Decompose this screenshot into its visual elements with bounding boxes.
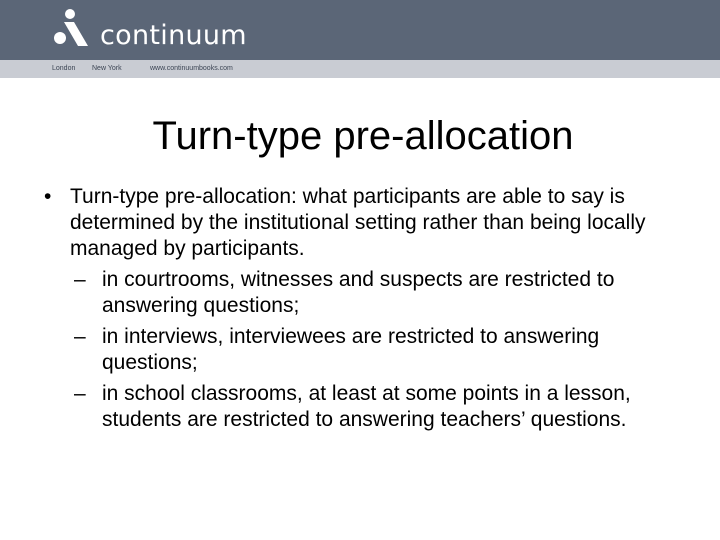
brand-name: continuum xyxy=(100,20,247,51)
continuum-logo-icon xyxy=(52,8,92,50)
location-london: London xyxy=(52,65,76,72)
location-new-york: New York xyxy=(92,65,122,72)
slide-title: Turn-type pre-allocation xyxy=(152,114,574,158)
sub-bullet-text: in courtrooms, witnesses and suspects are restricted to answering questions; xyxy=(102,268,615,317)
sub-bullet-classrooms xyxy=(44,381,694,433)
sub-bullet-text: in school classrooms, at least at some points in a lesson, students are restricted to answering teachers’ questions. xyxy=(102,382,631,431)
sub-bullet-courtrooms xyxy=(44,267,694,319)
sub-bullet-text: in interviews, interviewees are restricted to answering questions; xyxy=(102,325,600,374)
dash-marker: – xyxy=(74,325,86,348)
bullet-marker: • xyxy=(44,185,52,208)
info-bar xyxy=(0,60,720,78)
website-link[interactable]: www.continuumbooks.com xyxy=(150,65,233,72)
slide-body xyxy=(44,184,694,433)
main-bullet-text: Turn-type pre-allocation: what participants are able to say is determined by the institutional setting rather than being locally managed by participants. xyxy=(70,185,646,260)
header-banner xyxy=(0,0,720,78)
sub-bullet-interviews xyxy=(44,324,694,376)
dash-marker: – xyxy=(74,382,86,405)
main-bullet xyxy=(44,184,694,262)
dash-marker: – xyxy=(74,268,86,291)
